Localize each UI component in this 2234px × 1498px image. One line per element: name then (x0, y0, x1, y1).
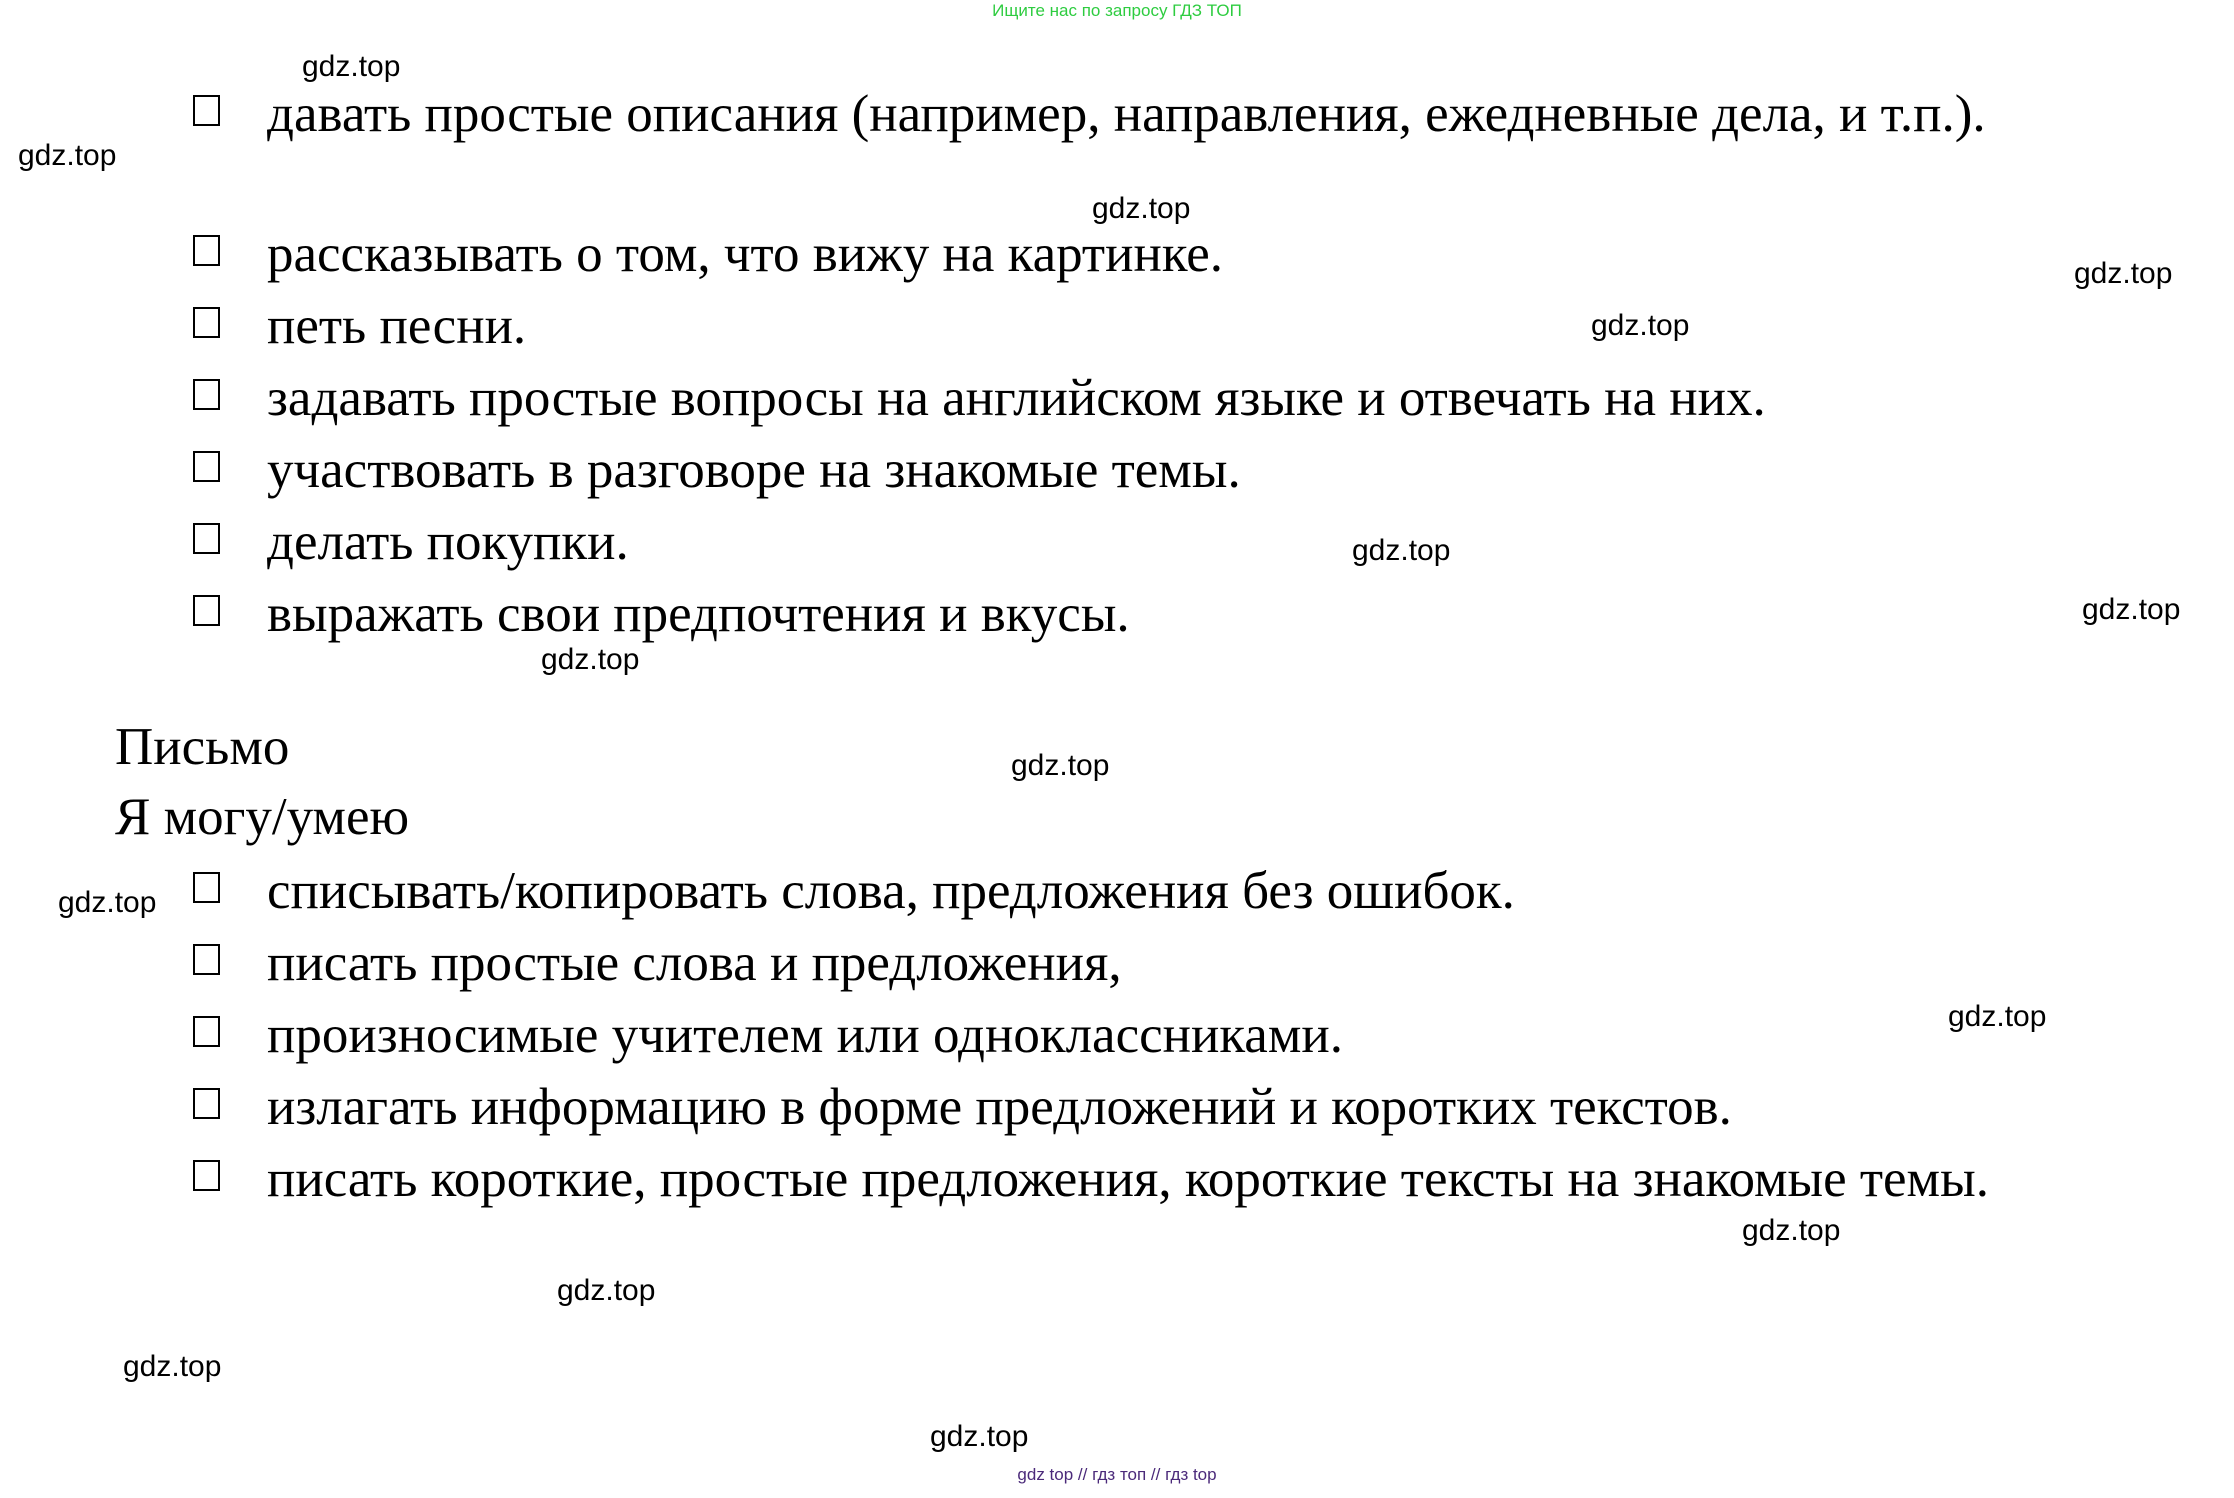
checkbox-speaking-5[interactable] (193, 451, 220, 482)
section-heading-writing: Письмо (115, 718, 290, 776)
section-subheading: Я могу/умею (115, 788, 410, 846)
speaking-item-5: участвовать в разговоре на знакомые темы. (267, 441, 1241, 499)
writing-item-1: списывать/копировать слова, предложения без ошибок. (267, 862, 1515, 920)
watermark: gdz.top (18, 139, 117, 172)
watermark: gdz.top (1948, 1000, 2047, 1033)
writing-item-5: писать короткие, простые предложения, короткие тексты на знакомые темы. (267, 1150, 1989, 1208)
watermark: gdz.top (1591, 309, 1690, 342)
speaking-item-1: давать простые описания (например, направления, ежедневные дела, и т.п.). (267, 85, 1986, 143)
speaking-item-4: задавать простые вопросы на английском языке и отвечать на них. (267, 369, 1766, 427)
watermark: gdz.top (58, 886, 157, 919)
checkbox-speaking-6[interactable] (193, 523, 220, 554)
writing-item-3: произносимые учителем или одноклассниками. (267, 1006, 1343, 1064)
checkbox-writing-1[interactable] (193, 872, 220, 903)
watermark: gdz.top (1011, 749, 1110, 782)
checkbox-speaking-2[interactable] (193, 235, 220, 266)
watermark: gdz.top (541, 643, 640, 676)
checkbox-speaking-3[interactable] (193, 307, 220, 338)
speaking-item-7: выражать свои предпочтения и вкусы. (267, 585, 1130, 643)
watermark: gdz.top (1742, 1214, 1841, 1247)
speaking-item-6: делать покупки. (267, 513, 629, 571)
checkbox-speaking-1[interactable] (193, 95, 220, 126)
checkbox-writing-2[interactable] (193, 944, 220, 975)
speaking-item-2: рассказывать о том, что вижу на картинке. (267, 225, 1224, 283)
watermark: gdz.top (557, 1274, 656, 1307)
watermark: gdz.top (1092, 192, 1191, 225)
checkbox-speaking-4[interactable] (193, 379, 220, 410)
watermark: gdz.top (302, 50, 401, 83)
top-banner: Ищите нас по запросу ГДЗ ТОП (992, 1, 1242, 20)
writing-item-2: писать простые слова и предложения, (267, 934, 1122, 992)
watermark: gdz.top (2082, 593, 2181, 626)
watermark: gdz.top (930, 1420, 1029, 1453)
speaking-item-3: петь песни. (267, 297, 527, 355)
writing-item-4: излагать информацию в форме предложений и коротких текстов. (267, 1078, 1732, 1136)
watermark: gdz.top (123, 1350, 222, 1383)
watermark: gdz.top (2074, 257, 2173, 290)
watermark: gdz.top (1352, 534, 1451, 567)
checkbox-writing-3[interactable] (193, 1016, 220, 1047)
footer-links: gdz top // гдз топ // гдз top (1017, 1465, 1217, 1484)
checkbox-writing-5[interactable] (193, 1160, 220, 1191)
checkbox-speaking-7[interactable] (193, 595, 220, 626)
checkbox-writing-4[interactable] (193, 1088, 220, 1119)
